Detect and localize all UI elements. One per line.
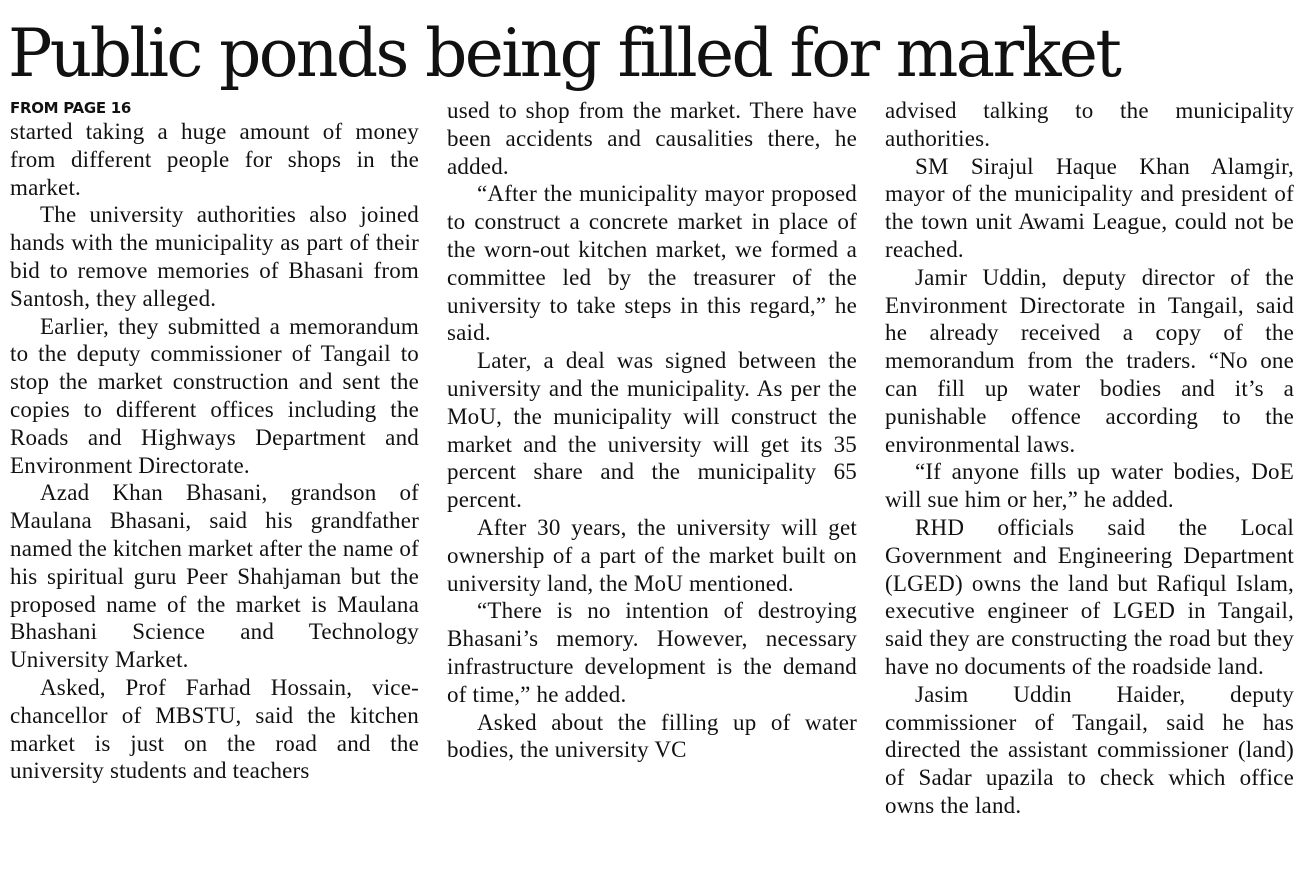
article-paragraph: advised talking to the municipality authorities. (885, 98, 1294, 151)
headline: Public ponds being filled for market (8, 15, 1120, 92)
article-paragraph: started taking a huge amount of money from different people for shops in the market. (10, 119, 419, 200)
article-column-1 (10, 96, 419, 896)
article-column-3 (885, 96, 1294, 896)
article-paragraph: Jasim Uddin Haider, deputy commissioner of Tangail, said he has directed the assistant commissioner (land) of Sadar upazila to check which office owns the land. (885, 681, 1294, 818)
article-paragraph: RHD officials said the Local Government and Engineering Department (LGED) owns the land but Rafiqul Islam, executive engineer of LGED in Tangail, said they are constructing the road but they have no documents of the roadside land. (885, 514, 1294, 679)
article-paragraph: “After the municipality mayor proposed to construct a concrete market in place of the worn-out kitchen market, we formed a committee led by the treasurer of the university to take steps in this regard,” he said. (447, 181, 857, 346)
article-paragraph: SM Sirajul Haque Khan Alamgir, mayor of the municipality and president of the town unit Awami League, could not be reached. (885, 153, 1294, 262)
article-paragraph: The university authorities also joined hands with the municipality as part of their bid to remove memories of Bhasani from Santosh, they alleged. (10, 202, 419, 311)
article-paragraph: Asked, Prof Farhad Hossain, vice-chancellor of MBSTU, said the kitchen market is just on the road and the university students and teachers (10, 674, 419, 784)
article-column-2 (447, 96, 857, 896)
article-paragraph: Later, a deal was signed between the university and the municipality. As per the MoU, the municipality will construct the market and the university will get its 35 percent share and the municipality 65 percent. (447, 348, 857, 513)
article-paragraph: Asked about the filling up of water bodies, the university VC (447, 709, 857, 763)
article-paragraph: used to shop from the market. There have been accidents and causalities there, he added. (447, 98, 857, 179)
article-paragraph: Azad Khan Bhasani, grandson of Maulana Bhasani, said his grandfather named the kitchen market after the name of his spiritual guru Peer Shahjaman but the proposed name of the market is Maulana Bhashani Science and Technology University Market. (10, 480, 419, 673)
article-paragraph: Earlier, they submitted a memorandum to the deputy commissioner of Tangail to stop the market construction and sent the copies to different offices including the Roads and Highways Department and Environment Directorate. (10, 313, 419, 478)
article-paragraph: “There is no intention of destroying Bhasani’s memory. However, necessary infrastructure development is the demand of time,” he added. (447, 598, 857, 707)
article-paragraph: Jamir Uddin, deputy director of the Environment Directorate in Tangail, said he already received a copy of the memorandum from the traders. “No one can fill up water bodies and it’s a punishable offence according to the environmental laws. (885, 264, 1294, 457)
continuation-kicker: FROM PAGE 16 (10, 99, 131, 117)
article-paragraph: “If anyone fills up water bodies, DoE will sue him or her,” he added. (885, 459, 1294, 513)
article-paragraph: After 30 years, the university will get ownership of a part of the market built on university land, the MoU mentioned. (447, 514, 857, 596)
